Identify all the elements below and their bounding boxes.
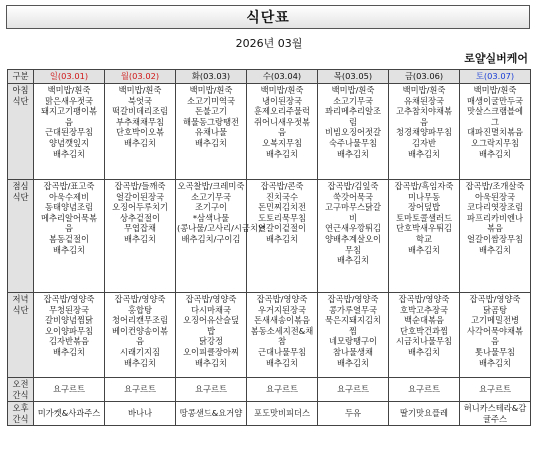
menu-item: 요구르트 (52, 384, 86, 395)
menu-item: 사각어묵야채볶 (466, 325, 524, 336)
menu-item: 배추김치/구이김 (181, 233, 241, 244)
menu-item: 떡갈비데리조림 (111, 106, 169, 117)
header-day-sun: 일(03.01) (34, 70, 105, 84)
row-label-line: 식단 (12, 304, 29, 315)
menu-item: 음 (64, 116, 73, 127)
meal-cell (460, 293, 531, 378)
meal-cell (176, 293, 247, 378)
header-day-sat: 토(03.07) (460, 70, 531, 84)
meal-cell (460, 180, 531, 293)
menu-item: 연근새우깡튀김 (324, 223, 382, 234)
menu-item: 음 (135, 336, 144, 347)
header-day-tue: 화(03.03) (176, 70, 247, 84)
menu-item: 학교 (415, 233, 433, 244)
menu-item: 갈비양념찜닭 (44, 315, 94, 326)
meal-cell (176, 378, 247, 402)
menu-item: 쑥갓어묵국 (332, 191, 374, 202)
menu-item: 비빔오징어젓갈 (324, 127, 382, 138)
row-label (8, 180, 34, 293)
menu-item: 유채나물 (194, 127, 228, 138)
header-day-fri: 금(03.06) (389, 70, 460, 84)
menu-item: 배추김치 (407, 346, 441, 357)
menu-item: 백미밥/흰죽 (189, 85, 233, 95)
table-row-afternoon-snack (8, 402, 531, 426)
row-label-line: 저녁 (12, 294, 29, 304)
menu-item: 봄동소세지전&채 (250, 325, 314, 336)
menu-item: 백미밥/흰죽 (473, 85, 517, 95)
menu-item: 백미밥/흰죽 (47, 85, 91, 95)
menu-item: 배추김치 (123, 233, 157, 244)
menu-item: 참 (277, 336, 286, 347)
menu-item: 묵은지돼지김치 (324, 315, 382, 326)
menu-item: 비 (348, 212, 357, 223)
meal-cell (34, 84, 105, 180)
row-label-line: 식단 (12, 95, 29, 106)
menu-item: 볶음 (486, 223, 504, 234)
menu-item: (콩나물/고사리/시금치)* (177, 223, 266, 234)
table-header-row (8, 70, 531, 84)
menu-item: 단호박건과찜 (399, 325, 449, 336)
menu-item: 배추김치 (336, 255, 370, 266)
menu-item: 호박고추장국 (399, 304, 449, 315)
menu-item: 요구르트 (194, 384, 228, 395)
menu-item: 시래기지짐 (119, 346, 161, 357)
menu-item: 림 (348, 116, 357, 127)
menu-item: 잡곡밥/영양죽 (185, 294, 237, 304)
menu-item: 배추김치 (123, 357, 157, 368)
menu-item: 메추리알어묵볶 (40, 212, 98, 223)
menu-item: 소고기미역국 (186, 95, 236, 106)
menu-item: 배추김치 (336, 357, 370, 368)
menu-item: 오이양파무침 (44, 325, 94, 336)
menu-item: 백미밥/흰죽 (118, 85, 162, 95)
menu-item: 찜 (348, 325, 357, 336)
menu-item: 근대된장무침 (44, 127, 94, 138)
table-row-lunch (8, 180, 531, 293)
menu-item: 홍합탕 (127, 304, 153, 315)
menu-item: 해물동그랑땡전 (182, 116, 240, 127)
menu-item: 백미밥/흰죽 (402, 85, 446, 95)
menu-item: 대파진멸치볶음 (466, 127, 524, 138)
menu-item: 토마토콜샐러드 (395, 212, 453, 223)
row-label-line: 아침 (12, 85, 29, 95)
menu-item: 돼지고기팽이볶 (40, 106, 98, 117)
menu-item: 얼갈이된장국 (115, 191, 165, 202)
row-label-line: 간식 (12, 413, 29, 424)
meal-cell (247, 293, 318, 378)
menu-item: 잡곡밥/표고죽 (43, 181, 95, 191)
meal-cell (176, 402, 247, 426)
meal-cell (247, 378, 318, 402)
menu-item: 북엇국 (127, 95, 153, 106)
menu-item: 돈새새송이볶음 (253, 315, 311, 326)
menu-item: 무엽잡채 (123, 223, 157, 234)
menu-item: 꽈리메추리알조 (324, 106, 382, 117)
menu-item: 허니카스테라&감 (463, 403, 527, 414)
menu-item: 김자반 (411, 137, 437, 148)
menu-item: 잡곡밥/영양죽 (256, 294, 308, 304)
meal-cell (176, 84, 247, 180)
menu-item: 톳나물무침 (474, 346, 516, 357)
menu-item: 배추김치 (52, 148, 86, 159)
meal-cell (389, 378, 460, 402)
menu-item: 잡곡밥/영양죽 (43, 294, 95, 304)
menu-item: 바나나 (127, 408, 153, 419)
row-label (8, 378, 34, 402)
page-title: 식단표 (6, 5, 530, 29)
header-day-mon: 월(03.02) (105, 70, 176, 84)
meal-cell (460, 378, 531, 402)
menu-item: 동태양념조림 (44, 202, 94, 213)
header-day-thu: 목(03.05) (318, 70, 389, 84)
meal-cell (105, 378, 176, 402)
menu-item: 백미밥/흰죽 (331, 85, 375, 95)
menu-item: 양념깻잎지 (48, 137, 90, 148)
menu-item: 음 (419, 116, 428, 127)
row-label-line: 오전 (12, 379, 29, 389)
menu-item: 잡곡밥/영양죽 (398, 294, 450, 304)
menu-item: 소고기무국 (190, 191, 232, 202)
menu-item: 요구르트 (265, 384, 299, 395)
meal-cell (176, 180, 266, 293)
meal-cell (34, 378, 105, 402)
menu-item: 오곡찰밥/크레미죽 (177, 181, 245, 191)
row-label-line: 간식 (12, 389, 29, 400)
table-row-breakfast (8, 84, 531, 180)
menu-item: 요구르트 (336, 384, 370, 395)
organization-name: 로얄실버케어 (464, 52, 528, 65)
meal-cell (105, 293, 176, 378)
meal-table (7, 69, 531, 426)
meal-cell (105, 402, 176, 426)
menu-item: 김자반볶음 (48, 336, 90, 347)
menu-item: 조기구이 (194, 202, 228, 213)
menu-item: 음 (490, 336, 499, 347)
menu-item: 배추김치 (478, 148, 512, 159)
menu-item: 배추김치 (336, 148, 370, 159)
menu-item: 봄동겉절이 (48, 233, 90, 244)
meal-cell (318, 293, 389, 378)
menu-item: 베이컨양송이볶 (111, 325, 169, 336)
menu-item: 잡곡밥/영양죽 (469, 294, 521, 304)
menu-item: 배추김치 (52, 244, 86, 255)
menu-item: 오이피클장아찌 (182, 346, 240, 357)
menu-item: 맛살스크램블에 (466, 106, 524, 117)
meal-cell (389, 293, 460, 378)
row-label (8, 402, 34, 426)
meal-cell (389, 180, 460, 293)
menu-item: 다시마채국 (190, 304, 232, 315)
table-row-dinner (8, 293, 531, 378)
menu-item: 배추김치 (265, 148, 299, 159)
menu-item: 매생이굴만두국 (466, 95, 524, 106)
menu-item: 고구마무스닭갈 (324, 202, 382, 213)
menu-item: 잡곡밥/김잎죽 (327, 181, 379, 191)
meal-cell (389, 402, 460, 426)
menu-item: 음 (64, 223, 73, 234)
menu-item: 진치국수 (265, 191, 299, 202)
menu-item: 상추겉절이 (119, 212, 161, 223)
meal-cell (318, 378, 389, 402)
menu-item: 맑은새우젓국 (44, 95, 94, 106)
meal-cell (34, 402, 105, 426)
menu-item: 땅콩샌드&요거얌 (179, 408, 243, 419)
menu-item: 포도맛비피더스 (253, 408, 311, 419)
table-row-morning-snack (8, 378, 531, 402)
menu-item: 그 (490, 116, 499, 127)
meal-cell (318, 402, 389, 426)
menu-item: 백순대볶음 (403, 315, 445, 326)
menu-item: 양배추계살오이 (324, 233, 382, 244)
menu-item: 백미밥/흰죽 (260, 85, 304, 95)
row-label-line: 오후 (12, 403, 29, 414)
menu-item: 요구르트 (407, 384, 441, 395)
menu-item: 닭강정 (198, 336, 224, 347)
menu-item: 배추김치 (194, 137, 228, 148)
menu-date: 2026년 03월 (235, 37, 303, 50)
meal-cell (105, 180, 176, 293)
menu-item: 잡곡밥/조개살죽 (465, 181, 525, 191)
meal-cell (389, 84, 460, 180)
menu-item: 아욱수제비 (48, 191, 90, 202)
menu-item: 얼갈이겉절이 (257, 223, 307, 234)
menu-item: 쥐어니새우젓볶 (253, 116, 311, 127)
meal-cell (34, 180, 105, 293)
menu-item: 고기메밀전병 (470, 315, 520, 326)
menu-item: 오복지무침 (261, 137, 303, 148)
menu-item: 아욱된장국 (474, 191, 516, 202)
menu-item: 오징어두루치기 (111, 202, 169, 213)
menu-item: 딸기맛요플레 (399, 408, 449, 419)
menu-item: 미가켓&사과주스 (37, 408, 101, 419)
meal-cell (247, 402, 318, 426)
menu-item: 부추채채무침 (115, 116, 165, 127)
menu-item: 밥 (206, 325, 215, 336)
row-label-line: 식단 (12, 191, 29, 202)
meal-cell (105, 84, 176, 180)
row-label-line: 점심 (12, 181, 29, 191)
meal-cell (34, 293, 105, 378)
menu-item: 요구르트 (123, 384, 157, 395)
menu-item: 파프리카비엔나 (466, 212, 524, 223)
menu-item: 코다리엿장조림 (466, 202, 524, 213)
menu-item: 고추참치야채볶 (395, 106, 453, 117)
menu-item: 도토리묵무침 (257, 212, 307, 223)
row-label (8, 293, 34, 378)
header-day-wed: 수(03.04) (247, 70, 318, 84)
menu-item: 배추김치 (265, 357, 299, 368)
menu-item: 장어덮밥 (407, 202, 441, 213)
menu-item: 무청된장국 (48, 304, 90, 315)
menu-item: 요구르트 (478, 384, 512, 395)
menu-item: 배추김치 (407, 148, 441, 159)
menu-item: 오그락지무침 (470, 137, 520, 148)
menu-item: 소고기무국 (332, 95, 374, 106)
row-label (8, 84, 34, 180)
menu-item: 청경채양파무침 (395, 127, 453, 138)
menu-item: 닭곰탕 (482, 304, 508, 315)
menu-item: 단호박이오볶 (115, 127, 165, 138)
meal-cell (460, 84, 531, 180)
menu-item: 오징어유산슬덮 (182, 315, 240, 326)
menu-item: 청어리캔무조림 (111, 315, 169, 326)
menu-item: 얼갈이쌈장무침 (466, 233, 524, 244)
menu-item: 잡곡밥/콘죽 (260, 181, 304, 191)
menu-item: 네모랑땡구이 (328, 336, 378, 347)
menu-item: 시금치나물무침 (395, 336, 453, 347)
meal-cell (318, 84, 389, 180)
menu-item: 배추김치 (478, 244, 512, 255)
menu-item: 배추김치 (123, 137, 157, 148)
menu-item: 무침 (344, 244, 362, 255)
menu-item: 돈민찌김치전 (257, 202, 307, 213)
menu-item: 단호박새우튀김 (395, 223, 453, 234)
menu-item: 잡곡밥/들깨죽 (114, 181, 166, 191)
menu-item: 냉이된장국 (261, 95, 303, 106)
menu-item: 음 (277, 127, 286, 138)
menu-item: 미나무동 (407, 191, 441, 202)
menu-item: 배추김치 (52, 346, 86, 357)
menu-item: 돈불고기 (194, 106, 228, 117)
menu-item: 잡곡밥/흑임자죽 (394, 181, 454, 191)
menu-item: 유채된장국 (403, 95, 445, 106)
menu-item: 근대나물무침 (257, 346, 307, 357)
menu-item: 콩가루열무국 (328, 304, 378, 315)
menu-item: 우거지된장국 (257, 304, 307, 315)
menu-item: 배추김치 (407, 244, 441, 255)
meal-cell (460, 402, 531, 426)
menu-item: 귤주스 (482, 413, 508, 424)
menu-item: 잡곡밥/영양죽 (327, 294, 379, 304)
menu-item: 숙주나물무침 (328, 137, 378, 148)
menu-item: 두유 (344, 408, 362, 419)
header-label: 구분 (8, 70, 34, 84)
meal-cell (247, 180, 318, 293)
menu-item: 배추김치 (194, 357, 228, 368)
menu-item: 배추김치 (478, 357, 512, 368)
menu-item: 참나물생채 (332, 346, 374, 357)
menu-item: 훈제오리주물럭 (253, 106, 311, 117)
meal-cell (318, 180, 389, 293)
menu-item: 잡곡밥/영양죽 (114, 294, 166, 304)
menu-item: 배추김치 (265, 233, 299, 244)
menu-item: *삼색나물 (192, 212, 230, 223)
meal-cell (247, 84, 318, 180)
